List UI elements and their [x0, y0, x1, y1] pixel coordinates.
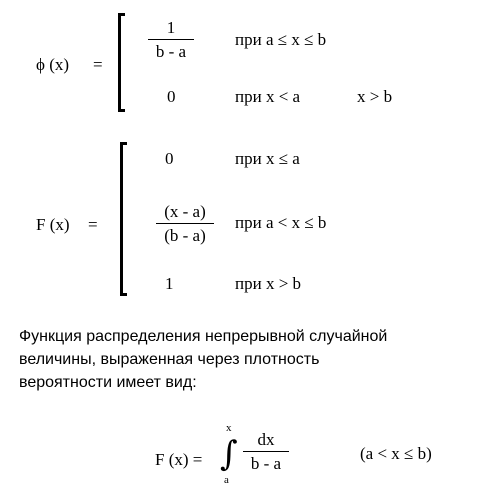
integral-fraction-bar: [243, 451, 289, 452]
F-value-1: 1: [165, 274, 174, 293]
integral-fraction: [243, 430, 289, 474]
integral-lhs: F (x) =: [155, 450, 203, 469]
phi-left-bracket: [118, 13, 125, 112]
phi-zero-value: 0: [167, 87, 176, 106]
F-fraction-bar: [156, 223, 214, 224]
paragraph-line-3: вероятности имеет вид:: [19, 374, 197, 391]
integral-sign: ∫: [220, 434, 238, 474]
F-left-bracket: [120, 142, 127, 296]
integral-upper-limit: x: [226, 422, 232, 434]
F-fraction-denominator: (b - a): [164, 226, 206, 245]
F-condition-2: при a < x ≤ b: [235, 213, 327, 232]
integral-fraction-denominator: b - a: [250, 454, 282, 473]
F-fraction: [156, 202, 214, 246]
phi-condition-2: при x < a: [235, 87, 301, 106]
integral-fraction-numerator: dx: [257, 430, 275, 449]
integral-lower-limit: a: [224, 474, 229, 486]
phi-fraction: [148, 18, 194, 62]
phi-fraction-numerator: 1: [166, 18, 176, 37]
F-lhs: F (x): [36, 215, 70, 234]
phi-lhs: ϕ (x): [36, 55, 70, 74]
F-condition-1: при x ≤ a: [235, 149, 300, 168]
phi-equals: =: [93, 55, 103, 74]
F-fraction-numerator: (x - a): [164, 202, 206, 221]
phi-fraction-bar: [148, 39, 194, 40]
phi-condition-1: при a ≤ x ≤ b: [235, 30, 327, 49]
paragraph-line-2: величины, выраженная через плотность: [19, 351, 320, 368]
integral-condition: (a < x ≤ b): [360, 444, 432, 463]
phi-condition-3: x > b: [357, 87, 393, 106]
F-equals: =: [88, 215, 98, 234]
paragraph-line-1: Функция распределения непрерывной случайной: [19, 328, 388, 345]
F-condition-3: при x > b: [235, 274, 302, 293]
phi-fraction-denominator: b - a: [155, 42, 187, 61]
F-value-0: 0: [165, 149, 174, 168]
